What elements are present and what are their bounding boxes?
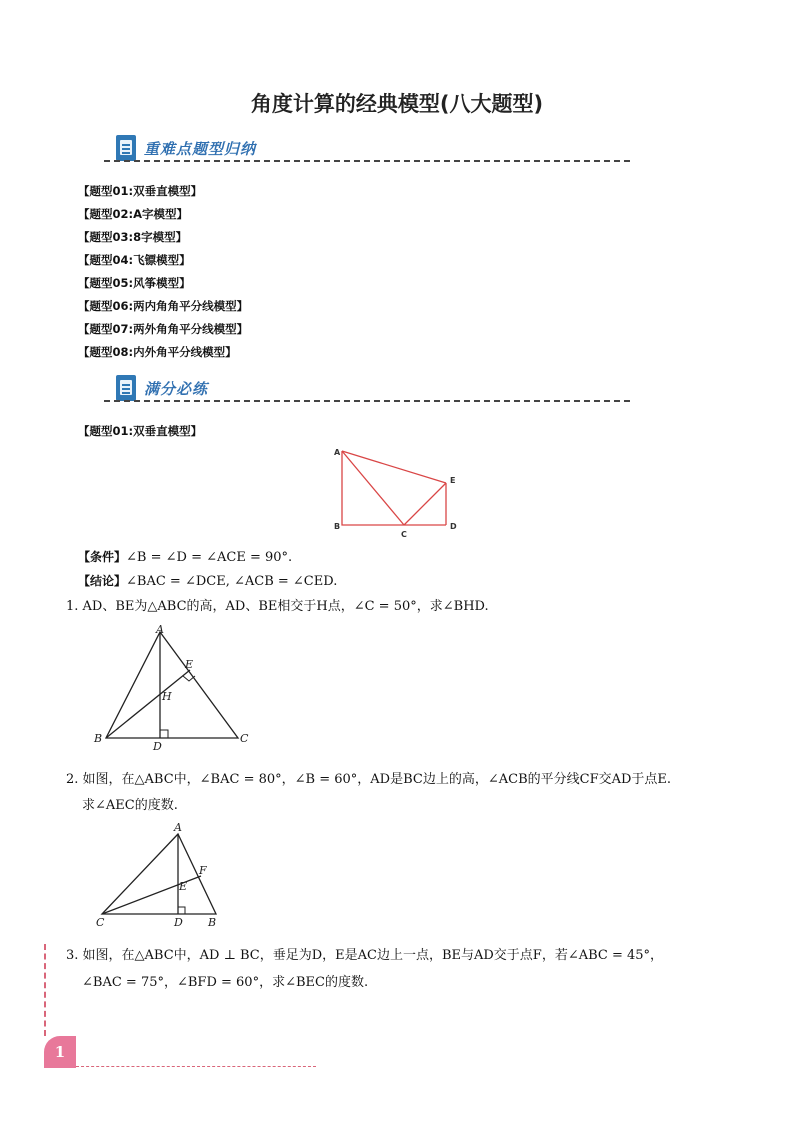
figure-edge-ce [404,483,446,525]
section-label: 重难点题型归纳 [144,140,257,158]
point-label-b: B [334,522,341,531]
point-label-d: D [174,916,183,929]
point-label-a: A [334,448,341,457]
conclusion-label: 【结论】 [78,574,127,588]
point-label-e: E [450,476,456,485]
page-number-badge: 1 [44,1036,76,1068]
margin-dashed-line [44,944,46,1036]
footer-dashed-line [76,1066,316,1067]
point-label-a: A [156,623,164,636]
type-list-item: 【题型01:双垂直模型】 [78,184,203,198]
double-perpendicular-figure [330,445,465,540]
type-list-item: 【题型03:8字模型】 [78,230,188,244]
point-label-d: D [450,522,457,531]
conclusion-text: ∠BAC = ∠DCE, ∠ACB = ∠CED. [126,574,338,589]
question-2-line-1: 2. 如图，在△ABC中，∠BAC = 80°，∠B = 60°，AD是BC边上的高，∠ACB的平分线CF交AD于点E. [66,772,672,787]
condition-line [78,548,292,567]
type-list-item: 【题型07:两外角角平分线模型】 [78,322,249,336]
point-label-c: C [96,916,105,929]
type-list-item: 【题型04:飞镖模型】 [78,253,191,267]
question-1: 1. AD、BE为△ABC的高，AD、BE相交于H点，∠C = 50°，求∠BHD. [66,599,489,614]
figure-edge-ae [342,451,446,483]
point-label-h: H [162,690,172,703]
condition-label: 【条件】 [78,550,127,564]
point-label-a: A [174,821,182,834]
type-list [78,180,248,364]
question-3-line-2: ∠BAC = 75°，∠BFD = 60°，求∠BEC的度数. [82,975,369,990]
type-list-item: 【题型08:内外角平分线模型】 [78,345,237,359]
point-label-d: D [153,740,162,752]
point-label-e: E [179,880,188,893]
document-icon [116,375,136,401]
section-header-key-types [104,135,630,165]
point-label-f: F [199,864,207,877]
right-angle-mark-d [160,730,168,738]
point-label-c: C [240,732,249,745]
conclusion-line [78,572,337,591]
dashed-divider [104,160,630,162]
section-header-practice [104,375,630,405]
section-label: 满分必练 [144,380,209,398]
altitude-be [106,670,190,738]
type-list-item: 【题型02:A字模型】 [78,207,189,221]
question-3-line-1: 3. 如图，在△ABC中，AD ⊥ BC，垂足为D，E是AC边上一点，BE与AD交于点F，若∠ABC = 45°， [66,948,664,963]
page-title: 角度计算的经典模型(八大题型) [250,92,544,116]
question-2-figure [90,818,225,933]
type01-heading: 【题型01:双垂直模型】 [78,424,203,438]
point-label-b: B [208,916,217,929]
right-angle-mark-d [178,907,185,914]
point-label-c: C [401,530,407,539]
point-label-b: B [94,732,103,745]
point-label-e: E [185,658,194,671]
type-list-item: 【题型05:风筝模型】 [78,276,191,290]
question-2-line-2: 求∠AEC的度数. [82,798,178,813]
condition-text: ∠B = ∠D = ∠ACE = 90°. [126,550,293,565]
figure-edge-ac [342,451,404,525]
dashed-divider [104,400,630,402]
document-icon [116,135,136,161]
type-list-item: 【题型06:两内角角平分线模型】 [78,299,249,313]
question-1-figure [88,622,263,752]
